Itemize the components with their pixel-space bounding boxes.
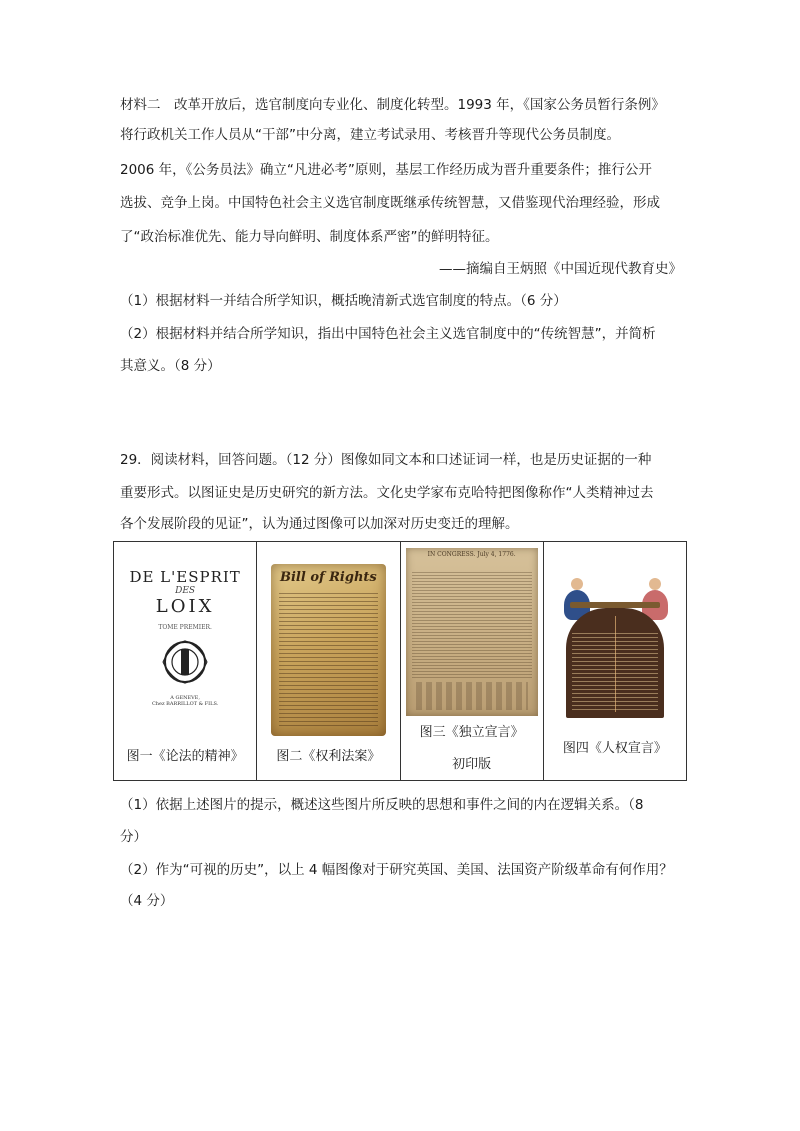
head-right [649,578,661,590]
declaration-text-lines [412,570,532,678]
declaration-of-independence-print [406,548,538,716]
material2-line2: 将行政机关工作人员从“干部”中分离，建立考试录用、考核晋升等现代公务员制度。 [120,127,620,143]
fig1-title-line3: LOIX [155,596,215,617]
q29-sub2-line2: （4 分） [120,893,174,909]
fig1-imprint-2: Chez BARRILLOT & FILS. [151,701,219,707]
fig1-tome: TOME PREMIER. [158,624,212,631]
fig2-heading: Bill of Rights [280,570,377,585]
material2-line1: 材料二 改革开放后，选官制度向专业化、制度化转型。1993 年，《国家公务员暂行条例》 [120,97,665,113]
ornament-icon [157,637,213,687]
material2-line5: 了“政治标准优先、能力导向鲜明、制度体系严密”的鲜明特征。 [120,229,499,245]
signatures [416,682,528,710]
fig1-imprint-1: A GENEVE, [170,695,200,701]
q29-sub1-line2: 分） [120,829,147,845]
bill-of-rights-scroll [271,564,386,736]
figure-caption-4: 图四《人权宣言》 [562,741,667,756]
q28-sub2-line2: 其意义。（8 分） [120,358,221,374]
material2-line3: 2006 年，《公务员法》确立“凡进必考”原则，基层工作经历成为晋升重要条件；推行公开 [120,162,652,178]
q28-sub1: （1）根据材料一并结合所学知识，概括晚清新式选官制度的特点。（6 分） [120,293,567,309]
head-left [571,578,583,590]
fig3-heading: IN CONGRESS. July 4, 1776. [427,551,516,558]
material2-line4: 选拔、竞争上岗。中国特色社会主义选官制度既继承传统智慧，又借鉴现代治理经验，形成 [120,195,660,211]
figure-caption-1: 图一《论法的精神》 [126,749,244,764]
q29-intro-line2: 重要形式。以图证史是历史研究的新方法。文化史学家布克哈特把图像称作“人类精神过去 [120,485,654,501]
figure-caption-2: 图二《权利法案》 [276,749,381,764]
q29-intro-line1: 29．阅读材料，回答问题。（12 分）图像如同文本和口述证词一样，也是历史证据的一种 [120,452,652,468]
q28-sub2-line1: （2）根据材料并结合所学知识，指出中国特色社会主义选官制度中的“传统智慧”，并简析 [120,326,656,342]
q29-sub1-line1: （1）依据上述图片的提示，概述这些图片所反映的思想和事件之间的内在逻辑关系。（8 [120,797,644,813]
material2-source: ——摘编自王炳照《中国近现代教育史》 [439,261,682,277]
rights-of-man-tablet [550,572,680,722]
fig1-fine-print [131,618,239,623]
fig1-title-line1: DE L'ESPRIT [129,568,241,586]
fig1-title-line2: DES [175,586,196,596]
q29-sub2-line1: （2）作为“可视的历史”，以上 4 幅图像对于研究英国、美国、法国资产阶级革命有何作用？ [120,862,673,878]
fig3-subheading [412,559,532,566]
figure-cell-3 [401,542,544,780]
figure-caption-3-line2: 初印版 [452,757,492,772]
spirit-of-laws-title-page [125,568,245,728]
figure-cell-4 [544,542,686,780]
figure-caption-3: 图三《独立宣言》 [419,725,524,740]
figure-table [113,541,687,781]
figure-cell-2 [257,542,400,780]
q29-intro-line3: 各个发展阶段的见证”，认为通过图像可以加深对历史变迁的理解。 [120,516,519,532]
tablet-text-lines [572,630,658,710]
figure-cell-1 [114,542,257,780]
scroll-text-lines [279,592,378,726]
